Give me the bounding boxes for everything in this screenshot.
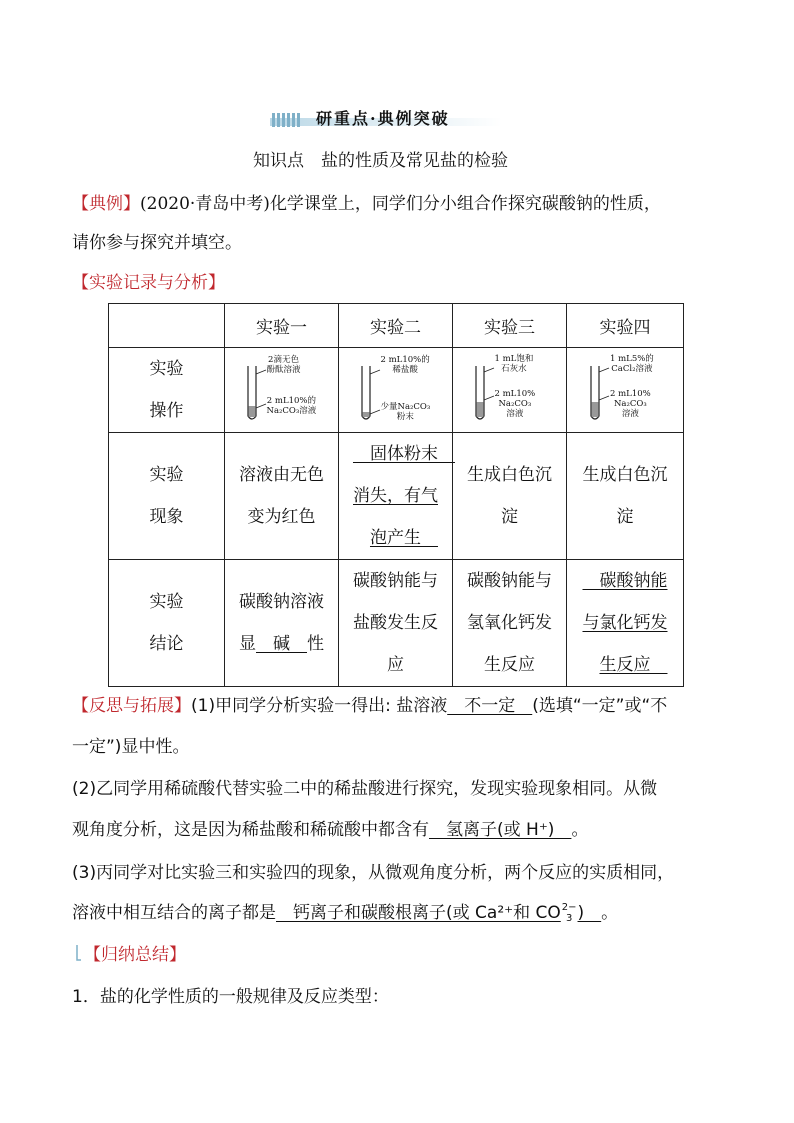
op-label-top-2: 2 mL10%的 稀盐酸 [380, 355, 430, 375]
q1-text: (1)甲同学分析实验一得出: 盐溶液 [191, 696, 448, 716]
row-label-conclusion [109, 560, 225, 687]
example-line-2: 请你参与探究并填空。 [72, 233, 242, 253]
reflection-q2-line-2 [72, 819, 588, 841]
conclusion-2 [339, 560, 453, 687]
row-label-line: 结论 [149, 634, 184, 654]
cell-line: 生反应 [484, 655, 535, 675]
table-row-phenomenon [109, 433, 684, 560]
conclusion-4-answer [567, 560, 684, 687]
cell-text: 性 [307, 634, 324, 654]
reflection-q3-line-1: (3)丙同学对比实验三和实验四的现象，从微观角度分析，两个反应的实质相同， [72, 863, 675, 883]
header-cell-empty [109, 304, 225, 348]
phenomenon-4 [567, 433, 684, 560]
phenomenon-1 [225, 433, 339, 560]
cell-text: 显 [239, 634, 256, 654]
cell-line: 溶液由无色 [239, 465, 324, 485]
carbonate-charge-fraction [562, 902, 577, 924]
cell-line: 淀 [616, 507, 634, 527]
op-label-top-1: 2滴无色 酚酞溶液 [266, 355, 301, 375]
reflection-q1-line-1 [72, 695, 667, 717]
example-tag: 【典例】 [72, 194, 140, 214]
q3-answer-close: ) [577, 903, 602, 923]
header-exp4: 实验四 [567, 304, 684, 348]
reflection-q1-line-2: 一定”)显中性。 [72, 737, 190, 757]
op-diagram-4 [567, 348, 684, 433]
reflection-q3-line-2 [72, 902, 618, 924]
cell-line: 碳酸钠能与 [467, 571, 552, 591]
q3-end: 。 [601, 903, 619, 923]
answer-line: 固体粉末 [352, 444, 455, 464]
header-exp1: 实验一 [225, 304, 339, 348]
header-decor-icon [272, 112, 302, 131]
table-header-row [109, 304, 684, 348]
q3-answer-text: 钙离子和碳酸根离子(或 Ca²⁺和 CO [276, 903, 561, 923]
header-exp2: 实验二 [339, 304, 453, 348]
cell-line: 氢氧化钙发 [467, 613, 552, 633]
cell-line: 生成白色沉 [467, 465, 552, 485]
cell-line: 应 [387, 655, 404, 675]
answer-line: 与氯化钙发 [582, 613, 668, 633]
op-diagram-3 [453, 348, 567, 433]
op-label-bottom-1: 2 mL10%的 Na₂CO₃溶液 [266, 396, 317, 416]
op-label-top-4: 1 mL5%的 CaCl₂溶液 [610, 354, 654, 374]
row-label-line: 实验 [149, 359, 184, 379]
cell-line [225, 623, 338, 665]
subscript: 3 [565, 913, 573, 924]
q2-answer: 氢离子(或 H⁺) [429, 820, 572, 840]
answer-line: 碳酸钠能 [582, 571, 668, 591]
conclusion-1 [225, 560, 339, 687]
cell-line: 碳酸钠溶液 [239, 592, 324, 612]
section-header [270, 104, 502, 130]
summary-marker-icon [76, 944, 82, 962]
q1-answer: 不一定 [447, 696, 533, 716]
table-row-operation [109, 348, 684, 433]
row-label-phenomenon [109, 433, 225, 560]
op-diagram-2 [339, 348, 453, 433]
op-label-bottom-2: 少量Na₂CO₃ 粉末 [380, 402, 431, 422]
q2-end: 。 [571, 820, 589, 840]
row-label-line: 实验 [149, 592, 184, 612]
reflection-q2-line-1: (2)乙同学用稀硫酸代替实验二中的稀盐酸进行探究，发现实验现象相同。从微 [72, 779, 658, 799]
q2-text: 观角度分析，这是因为稀盐酸和稀硫酸中都含有 [72, 820, 429, 840]
reflection-tag: 【反思与拓展】 [72, 696, 191, 716]
cell-line: 生成白色沉 [582, 465, 668, 485]
answer-line: 泡产生 [369, 528, 438, 548]
example-source: (2020·青岛中考) [140, 194, 270, 214]
conclusion-3 [453, 560, 567, 687]
header-exp3: 实验三 [453, 304, 567, 348]
cell-line: 变为红色 [247, 507, 316, 527]
summary-item-1: 1．盐的化学性质的一般规律及反应类型： [72, 987, 389, 1007]
example-line-1 [72, 193, 661, 215]
example-text-1: 化学课堂上，同学们分小组合作探究碳酸钠的性质， [269, 194, 661, 214]
q1-text-b: (选填“一定”或“不 [532, 696, 668, 716]
cell-line: 淀 [501, 507, 518, 527]
record-tag: 【实验记录与分析】 [72, 273, 225, 293]
summary-tag: 【归纳总结】 [84, 945, 186, 965]
row-label-operation [109, 348, 225, 433]
row-label-line: 操作 [149, 401, 184, 421]
row-label-line: 现象 [149, 507, 184, 527]
section-title: 研重点·典例突破 [316, 109, 450, 128]
cell-line: 碳酸钠能与 [353, 571, 438, 591]
charge-sup: 2− [561, 902, 577, 913]
op-label-bottom-3: 2 mL10% Na₂CO₃ 溶液 [494, 389, 536, 419]
op-diagram-1 [225, 348, 339, 433]
op-label-bottom-4: 2 mL10% Na₂CO₃ 溶液 [610, 389, 651, 419]
answer-line: 消失，有气 [353, 486, 438, 506]
experiment-table [108, 303, 684, 687]
answer-blank: 碱 [256, 634, 307, 654]
q3-answer [276, 903, 601, 923]
phenomenon-3 [453, 433, 567, 560]
row-label-line: 实验 [149, 465, 184, 485]
table-row-conclusion [109, 560, 684, 687]
cell-line: 盐酸发生反 [353, 613, 438, 633]
q3-text: 溶液中相互结合的离子都是 [72, 903, 276, 923]
answer-line: 生反应 [599, 655, 668, 675]
op-label-top-3: 1 mL饱和 石灰水 [494, 354, 534, 374]
phenomenon-2-answer [339, 433, 453, 560]
knowledge-point-title: 知识点 盐的性质及常见盐的检验 [253, 151, 508, 171]
